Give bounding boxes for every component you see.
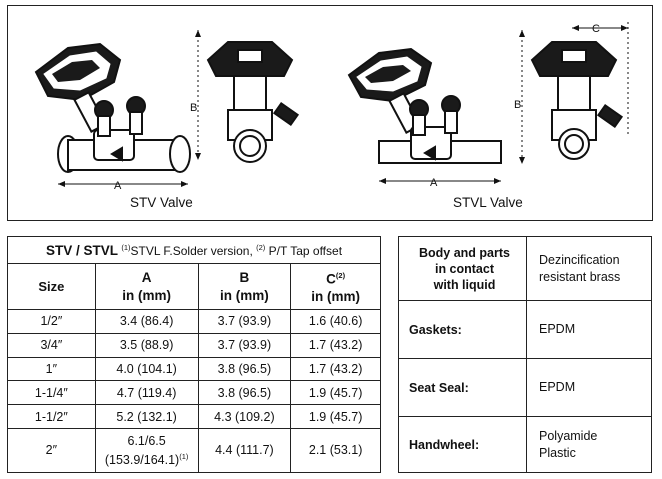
dim-b-label-stv: B	[190, 102, 198, 114]
material-label: Handwheel:	[399, 417, 527, 473]
cell-a	[95, 428, 198, 472]
header-b-letter: B	[239, 269, 250, 285]
cell-a: 5.2 (132.1)	[95, 405, 198, 429]
cell-size: 1-1/2″	[8, 405, 96, 429]
cell-a-line2: (153.9/164.1)	[104, 453, 180, 468]
header-c-letter: C	[326, 271, 336, 287]
table-row	[8, 357, 381, 381]
dim-c-label: C	[592, 23, 600, 35]
cell-size: 1/2″	[8, 310, 96, 334]
dimensions-table-title-row	[8, 237, 381, 264]
stvl-valve-front-drawing	[510, 14, 640, 170]
table-title-bold: STV / STVL	[45, 242, 118, 258]
material-value	[527, 237, 652, 301]
header-a	[95, 264, 198, 310]
material-label	[399, 237, 527, 301]
dim-a-label-stvl: A	[430, 177, 438, 189]
table-row	[8, 381, 381, 405]
table-row	[8, 405, 381, 429]
cell-a: 4.0 (104.1)	[95, 357, 198, 381]
header-b	[198, 264, 291, 310]
cell-size: 3/4″	[8, 333, 96, 357]
material-value: EPDM	[527, 301, 652, 359]
header-a-letter: A	[141, 269, 152, 285]
header-c	[291, 264, 381, 310]
dimensions-table	[7, 236, 381, 473]
cell-c: 1.9 (45.7)	[291, 405, 381, 429]
material-label-line: Body and parts	[419, 245, 510, 260]
table-row	[8, 428, 381, 472]
table-row	[8, 333, 381, 357]
cell-size: 1-1/4″	[8, 381, 96, 405]
dim-a-label: A	[114, 180, 122, 192]
cell-a: 3.5 (88.9)	[95, 333, 198, 357]
stvl-caption: STVL Valve	[453, 195, 523, 210]
materials-row	[399, 417, 652, 473]
material-label-line: in contact	[434, 261, 495, 276]
note1-text: STVL F.Solder version,	[130, 243, 253, 258]
material-value-line: resistant brass	[539, 269, 621, 284]
material-value	[527, 417, 652, 473]
cell-c: 1.9 (45.7)	[291, 381, 381, 405]
cell-b: 4.4 (111.7)	[198, 428, 291, 472]
header-c-mark: (2)	[335, 270, 346, 280]
materials-table	[398, 236, 652, 473]
dimensions-header-row	[8, 264, 381, 310]
cell-a: 3.4 (86.4)	[95, 310, 198, 334]
stvl-valve-side-drawing	[345, 35, 515, 195]
cell-a-mark: (1)	[179, 451, 189, 461]
header-a-unit: in (mm)	[122, 287, 171, 303]
header-c-unit: in (mm)	[311, 289, 360, 305]
material-label-line: with liquid	[433, 277, 496, 292]
cell-a-line1: 6.1/6.5	[127, 433, 166, 448]
cell-b: 3.7 (93.9)	[198, 310, 291, 334]
note2-mark: (2)	[256, 242, 266, 252]
materials-row	[399, 359, 652, 417]
cell-b: 3.8 (96.5)	[198, 357, 291, 381]
header-size: Size	[8, 264, 96, 310]
material-value-line: Plastic	[539, 445, 576, 460]
dim-b-label-stvl: B	[514, 99, 522, 111]
cell-a: 4.7 (119.4)	[95, 381, 198, 405]
dimensions-table-title	[8, 237, 381, 264]
materials-row	[399, 237, 652, 301]
stv-valve-front-drawing	[188, 20, 318, 170]
cell-c: 1.6 (40.6)	[291, 310, 381, 334]
material-value-line: Dezincification	[539, 252, 620, 267]
table-row	[8, 310, 381, 334]
note2-text: P/T Tap offset	[268, 243, 343, 258]
stv-valve-side-drawing	[28, 30, 198, 200]
cell-c: 2.1 (53.1)	[291, 428, 381, 472]
cell-b: 3.7 (93.9)	[198, 333, 291, 357]
cell-size: 2″	[8, 428, 96, 472]
header-b-unit: in (mm)	[220, 287, 269, 303]
cell-size: 1″	[8, 357, 96, 381]
material-label: Seat Seal:	[399, 359, 527, 417]
cell-c: 1.7 (43.2)	[291, 333, 381, 357]
material-value-line: Polyamide	[539, 428, 598, 443]
material-value: EPDM	[527, 359, 652, 417]
cell-b: 3.8 (96.5)	[198, 381, 291, 405]
stv-caption: STV Valve	[130, 195, 193, 210]
materials-row	[399, 301, 652, 359]
note1-mark: (1)	[121, 242, 131, 252]
cell-b: 4.3 (109.2)	[198, 405, 291, 429]
cell-c: 1.7 (43.2)	[291, 357, 381, 381]
material-label: Gaskets:	[399, 301, 527, 359]
